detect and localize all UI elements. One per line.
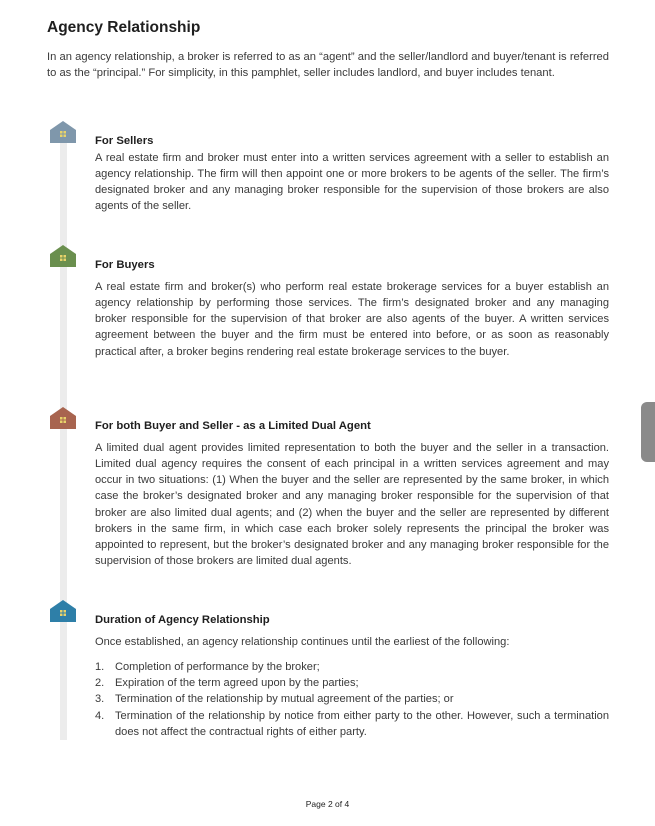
side-scroll-tab[interactable] xyxy=(641,402,655,462)
section-title-dual-agent: For both Buyer and Seller - as a Limited Dual Agent xyxy=(95,420,371,432)
timeline-line xyxy=(60,135,67,740)
section-body-sellers: A real estate firm and broker must enter into a written services agreement with a seller to establish an agency relationship. The firm will then appoint one or more brokers to be agents of the seller. The firm’s designated broker and any managing broker responsible for the supervision of those brokers are also agents of the seller. xyxy=(95,152,609,213)
list-number: 1. xyxy=(95,661,105,673)
list-text: Termination of the relationship by mutual agreement of the parties; or xyxy=(115,693,454,706)
section-body-duration: Once established, an agency relationship continues until the earliest of the following: xyxy=(95,636,510,648)
list-text: Completion of performance by the broker; xyxy=(115,661,320,673)
section-title-duration: Duration of Agency Relationship xyxy=(95,614,270,626)
list-number: 2. xyxy=(95,677,105,690)
section-title-sellers: For Sellers xyxy=(95,135,154,147)
list-item xyxy=(95,659,609,675)
list-number: 3. xyxy=(95,693,105,706)
list-text: Termination of the relationship by notice from either party to the other. However, such a termination does not affect the contractual rights of either party. xyxy=(115,709,609,738)
house-icon xyxy=(49,120,77,144)
section-title-buyers: For Buyers xyxy=(95,259,155,271)
house-icon xyxy=(49,599,77,623)
list-item xyxy=(95,675,609,691)
intro-paragraph: In an agency relationship, a broker is referred to as an “agent” and the seller/landlord and buyer/tenant is referred to as the “principal.” For simplicity, in this pamphlet, seller includes landlord, and buyer includes tenant. xyxy=(47,51,609,79)
list-number: 4. xyxy=(95,709,105,722)
duration-list xyxy=(95,659,609,740)
list-item xyxy=(95,708,609,740)
section-body-dual-agent: A limited dual agent provides limited representation to both the buyer and the seller in a transaction. Limited dual agency requires the consent of each principal in a written services agreement and may occur in two situations: (1) When the buyer and the seller are represented by the same broker, in which case the broker’s designated broker and any managing broker responsible for the supervision of that broker are also limited dual agents; and (2) when the buyer and the seller are represented by different brokers in the same firm, in which case each broker solely represents the principal the broker was appointed to represent, but the broker’s designated broker and any managing broker responsible for the supervision of those brokers are limited dual agents. xyxy=(95,442,609,568)
page-title: Agency Relationship xyxy=(47,19,201,36)
house-icon xyxy=(49,244,77,268)
list-text: Expiration of the term agreed upon by the parties; xyxy=(115,677,359,690)
house-icon xyxy=(49,406,77,430)
list-item xyxy=(95,691,609,707)
page-number: Page 2 of 4 xyxy=(305,799,350,809)
section-body-buyers: A real estate firm and broker(s) who perform real estate brokerage services for a buyer establish an agency relationship by performing those services. The firm’s designated broker and any managing broker responsible for the supervision of that broker are also agents of the buyer. A written services agreement between the buyer and the firm must be entered into before, or as soon as reasonably practical after, a broker begins rendering real estate brokerage services to the buyer. xyxy=(95,281,609,358)
